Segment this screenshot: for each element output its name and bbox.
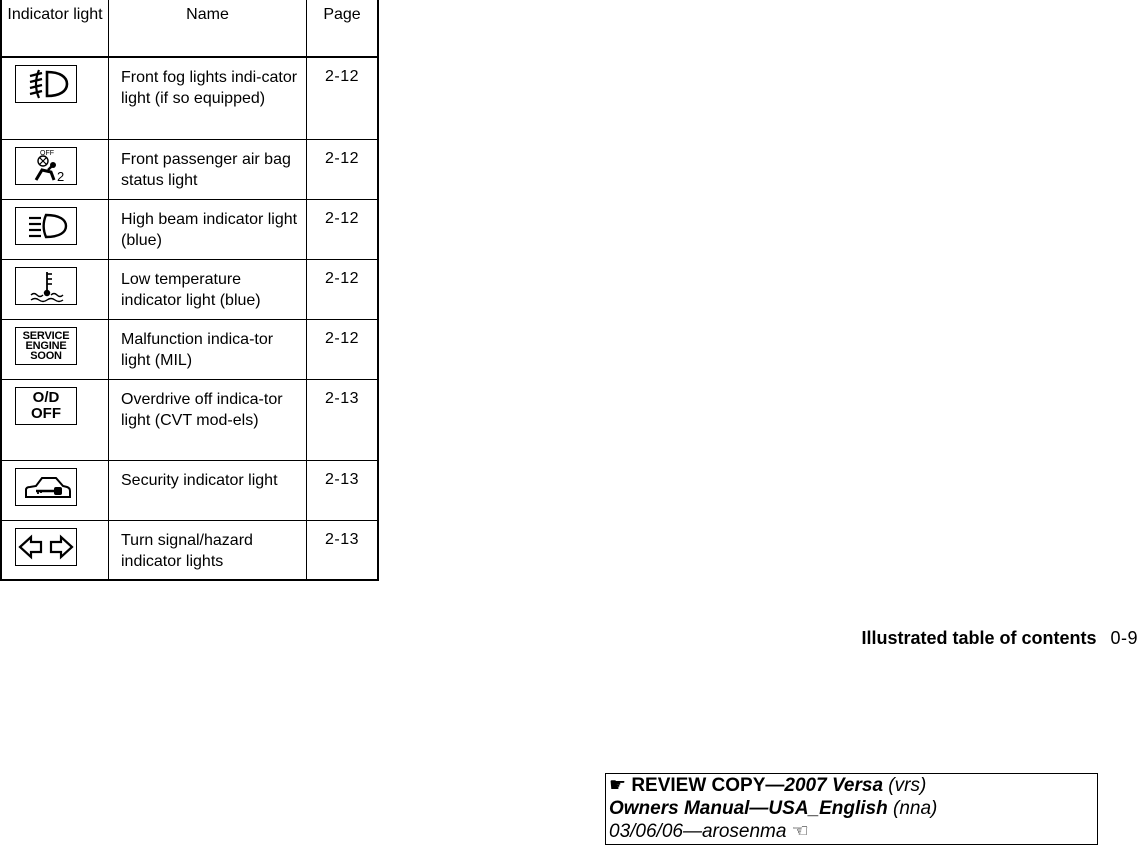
review-date-author: 03/06/06—arosenma	[609, 821, 787, 842]
indicator-name: Security indicator light	[109, 460, 307, 520]
indicator-name: Front passenger air bag status light	[109, 139, 307, 199]
table-row	[1, 319, 378, 379]
icon-text-line: O/D	[32, 388, 60, 406]
airbag-off-label: OFF	[40, 149, 54, 157]
table-row	[1, 379, 378, 460]
review-line-2	[609, 797, 1097, 820]
page-number: 0-9	[1110, 628, 1138, 648]
review-copy-label: REVIEW COPY—	[631, 775, 785, 796]
icon-text-line: ENGINE	[25, 339, 67, 352]
manual-code: (nna)	[887, 798, 938, 819]
indicator-name: High beam indicator light (blue)	[109, 199, 307, 259]
page-ref: 2-13	[307, 379, 379, 460]
table-row	[1, 520, 378, 580]
icon-text-line: SERVICE	[22, 329, 70, 342]
header-indicator-light: Indicator light	[1, 0, 109, 57]
model-code: (vrs)	[883, 775, 927, 796]
model-name: 2007 Versa	[784, 775, 884, 796]
pointing-hand-left-icon: ☜	[791, 821, 809, 842]
manual-name: Owners Manual—USA_English	[609, 798, 888, 819]
header-page: Page	[307, 0, 379, 57]
header-name: Name	[109, 0, 307, 57]
table-row	[1, 139, 378, 199]
icon-text-line: OFF	[31, 404, 61, 422]
review-line-3	[609, 820, 1097, 843]
airbag-seat-digit: 2	[57, 168, 65, 184]
passenger-airbag-off-icon	[15, 147, 77, 185]
review-copy-box	[605, 773, 1098, 845]
page-ref: 2-12	[307, 259, 379, 319]
table-row	[1, 199, 378, 259]
page-ref: 2-12	[307, 199, 379, 259]
indicator-name: Front fog lights indi-cator light (if so equipped)	[109, 57, 307, 139]
page-ref: 2-12	[307, 139, 379, 199]
indicator-name: Malfunction indica-tor light (MIL)	[109, 319, 307, 379]
high-beam-icon	[15, 207, 77, 245]
front-fog-light-icon	[15, 65, 77, 103]
table-row	[1, 57, 378, 139]
page-ref: 2-12	[307, 319, 379, 379]
icon-text-line: SOON	[30, 349, 62, 362]
indicator-name: Low temperature indicator light (blue)	[109, 259, 307, 319]
service-engine-soon-icon	[15, 327, 77, 365]
low-temperature-icon	[15, 267, 77, 305]
page-ref: 2-13	[307, 520, 379, 580]
table-row	[1, 259, 378, 319]
indicator-name: Overdrive off indica-tor light (CVT mod-els)	[109, 379, 307, 460]
page-footer	[861, 628, 1138, 649]
pointing-hand-icon: ☛	[609, 775, 627, 796]
indicator-name: Turn signal/hazard indicator lights	[109, 520, 307, 580]
page-ref: 2-12	[307, 57, 379, 139]
page-ref: 2-13	[307, 460, 379, 520]
indicator-table	[0, 0, 379, 581]
section-title: Illustrated table of contents	[861, 628, 1097, 648]
table-row	[1, 460, 378, 520]
security-icon	[15, 468, 77, 506]
overdrive-off-icon	[15, 387, 77, 425]
turn-signal-icon	[15, 528, 77, 566]
review-line-1	[609, 774, 1097, 797]
